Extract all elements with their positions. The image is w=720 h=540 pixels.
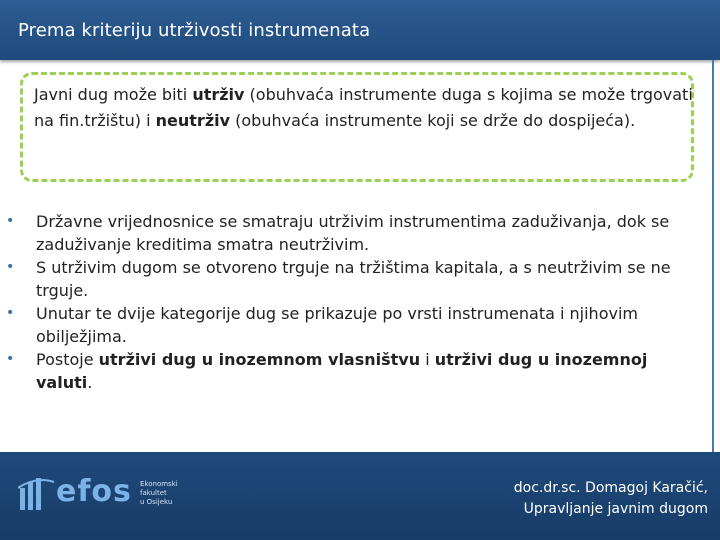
definition-part-3: (obuhvaća instrumente koji se drže do dospijeća). [230,111,636,130]
bullet-4-part-3: . [87,373,93,392]
logo-subtitle-line-2: u Osijeku [140,498,173,506]
author-line-2: Upravljanje javnim dugom [523,501,708,517]
logo-subtitle [140,480,178,507]
bullet-4-part-2: i [420,350,435,369]
logo-subtitle-line-1: Ekonomski fakultet [140,480,178,497]
slide-title: Prema kriteriju utrživosti instrumenata [18,20,371,41]
right-rule [712,60,714,452]
definition-part-1: Javni dug može biti [34,85,193,104]
bullet-item-2 [36,256,708,302]
logo-bars-icon [18,474,58,514]
bullet-text-3: Unutar te dvije kategorije dug se prikazuje po vrsti instrumenata i njihovim obilježjima. [36,304,638,346]
definition-text [34,82,694,134]
bullet-text-1: Državne vrijednosnice se smatraju utrživim instrumentima zaduživanja, dok se zaduživanje kreditima smatra neutrživim. [36,212,670,254]
bullet-4-bold-2: utrživi dug u inozemnoj valuti [36,350,648,392]
logo-wordmark: efos [56,474,132,509]
definition-bold-2: neutrživ [155,111,231,130]
definition-part-2: (obuhvaća instrumente duga s kojima se može trgovati na fin.tržištu) i [34,85,693,130]
efos-logo [18,470,178,520]
title-bar [0,0,720,60]
bullet-item-4 [36,348,708,394]
definition-bold-1: utrživ [192,85,245,104]
bullet-4-part-1: Postoje [36,350,99,369]
bullet-item-3 [36,302,708,348]
bullet-item-1 [36,210,708,256]
bullet-text-2: S utrživim dugom se otvoreno trguje na tržištima kapitala, a s neutrživim se ne trguje. [36,258,671,300]
bullet-list [36,210,708,394]
bullet-4-bold-1: utrživi dug u inozemnom vlasništvu [98,350,421,369]
author-line-1: doc.dr.sc. Domagoj Karačić, [513,480,708,496]
author-info [514,478,708,520]
